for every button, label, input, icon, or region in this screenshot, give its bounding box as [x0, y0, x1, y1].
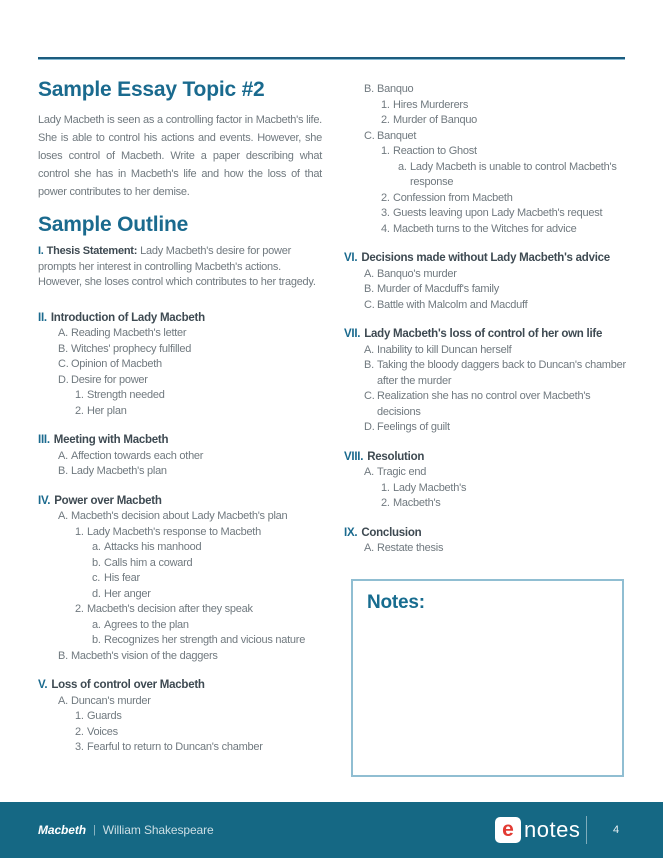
item-marker: 2.: [75, 404, 84, 417]
item-marker: A.: [58, 327, 68, 339]
item-text: Murder of Banquo: [393, 114, 478, 126]
item-text: Reaction to Ghost: [393, 145, 477, 157]
item-text: Fearful to return to Duncan's chamber: [87, 741, 263, 753]
section-numeral: III.: [38, 434, 50, 446]
outline-item: [344, 191, 626, 207]
notes-label: Notes:: [367, 592, 425, 613]
outline-item: [38, 694, 330, 710]
outline-item: [38, 649, 330, 665]
item-marker: b.: [92, 634, 101, 646]
thesis-label: Thesis Statement:: [46, 245, 138, 257]
section-heading: [344, 327, 626, 343]
outline-item: [344, 113, 626, 129]
item-text: Hires Murderers: [393, 98, 469, 111]
item-marker: d.: [92, 587, 101, 600]
outline-section-vii: [344, 327, 626, 436]
outline-item: [38, 556, 330, 572]
thesis-text: Lady Macbeth's desire for power prompts her interest in controlling Macbeth's actions. However, she loses control which contributes to her tragedy.: [38, 245, 316, 288]
item-text: Taking the bloody daggers back to Duncan's chamber after the murder: [377, 359, 626, 387]
item-marker: a.: [92, 541, 101, 553]
item-text: Guards: [87, 710, 122, 722]
item-marker: 2.: [381, 191, 390, 204]
outline-section-iv: [38, 494, 330, 665]
item-text: Opinion of Macbeth: [71, 358, 162, 370]
outline-item: [38, 525, 330, 541]
item-marker: C.: [364, 129, 375, 142]
item-marker: B.: [364, 359, 374, 371]
item-marker: A.: [58, 694, 68, 707]
outline-item: [344, 298, 626, 314]
outline-section-ii: [38, 311, 330, 420]
outline-item: [344, 98, 626, 114]
item-text: Macbeth's decision about Lady Macbeth's plan: [71, 510, 288, 522]
item-text: Her plan: [87, 404, 127, 417]
item-text: Her anger: [104, 587, 151, 600]
item-text: Strength needed: [87, 389, 165, 401]
outline-item: [38, 540, 330, 556]
essay-topic-text: Lady Macbeth is seen as a controlling factor in Macbeth's life. She is able to control his actions and events. However, she loses control of Macbeth. Write a paper describing what control she has in Macbeth's life and how the loss of that power contributes to her demise.: [38, 114, 322, 198]
item-marker: a.: [92, 618, 101, 631]
item-marker: 1.: [381, 145, 390, 157]
item-marker: A.: [58, 449, 68, 462]
outline-section-viii: [344, 450, 626, 512]
outline-heading: Sample Outline: [38, 213, 189, 236]
footer-divider: [586, 816, 587, 844]
item-text: Desire for power: [71, 373, 148, 386]
item-marker: c.: [92, 572, 101, 584]
outline-item: [344, 129, 626, 145]
item-text: Realization she has no control over Macbeth's decisions: [377, 390, 591, 418]
footer-author: William Shakespeare: [102, 823, 214, 837]
outline-item: [38, 602, 330, 618]
item-marker: A.: [364, 466, 374, 478]
outline-item: [38, 373, 330, 389]
outline-section-ix: [344, 526, 626, 557]
item-text: Guests leaving upon Lady Macbeth's request: [393, 207, 603, 219]
outline-item: [38, 357, 330, 373]
item-marker: 2.: [75, 725, 84, 738]
section-numeral: IX.: [344, 526, 358, 539]
item-marker: b.: [92, 556, 101, 569]
outline-item: [344, 282, 626, 298]
outline-section-iii: [38, 433, 330, 480]
item-marker: D.: [364, 421, 375, 433]
section-numeral: VII.: [344, 328, 361, 340]
section-heading: [38, 494, 330, 510]
item-text: Macbeth turns to the Witches for advice: [393, 222, 577, 235]
section-numeral: VIII.: [344, 450, 364, 463]
item-marker: A.: [364, 542, 374, 554]
outline-item: [38, 464, 330, 480]
item-marker: 2.: [381, 114, 390, 126]
item-text: Banquo: [377, 83, 414, 95]
notes-box: [351, 579, 624, 777]
item-text: Duncan's murder: [71, 694, 151, 707]
outline-item: [344, 82, 626, 98]
item-text: Recognizes her strength and vicious nature: [104, 634, 306, 646]
item-text: Macbeth's: [393, 497, 441, 509]
outline-item: [344, 496, 626, 512]
item-marker: B.: [58, 342, 68, 355]
section-heading: [344, 251, 626, 267]
section-numeral: VI.: [344, 252, 358, 264]
item-marker: 1.: [381, 481, 390, 494]
item-text: Attacks his manhood: [104, 541, 202, 553]
outline-item: [344, 465, 626, 481]
outline-section-v-continued: [344, 82, 626, 237]
item-marker: 1.: [75, 389, 84, 401]
outline-item: [38, 342, 330, 358]
item-marker: C.: [58, 358, 69, 370]
outline-item: [344, 222, 626, 238]
right-column: [344, 78, 626, 557]
item-text: Banquo's murder: [377, 267, 457, 280]
item-marker: 3.: [75, 741, 84, 753]
item-marker: 3.: [381, 207, 390, 219]
item-text: Inability to kill Duncan herself: [377, 343, 512, 356]
outline-item: [344, 343, 626, 359]
item-marker: B.: [58, 649, 68, 662]
essay-topic-heading: Sample Essay Topic #2: [38, 78, 265, 101]
item-marker: C.: [364, 390, 375, 402]
section-title: Meeting with Macbeth: [53, 434, 169, 446]
left-column: [38, 78, 330, 756]
item-text: Lady Macbeth is unable to control Macbeth's response: [410, 160, 617, 188]
outline-item: [38, 709, 330, 725]
section-heading: [344, 450, 626, 466]
outline-item: [344, 144, 626, 160]
outline-item: [38, 388, 330, 404]
outline-section-v: [38, 678, 330, 756]
section-numeral: II.: [38, 311, 47, 324]
outline-item: [344, 358, 626, 389]
outline-item: [344, 267, 626, 283]
outline-item: [38, 633, 330, 649]
section-title: Loss of control over Macbeth: [51, 679, 205, 691]
thesis-statement: [38, 244, 322, 291]
section-title: Resolution: [367, 450, 425, 463]
enotes-logo: [495, 817, 580, 843]
item-marker: D.: [58, 373, 69, 386]
enotes-e-icon: e: [495, 817, 521, 843]
outline-item: [344, 160, 626, 191]
outline-item: [38, 571, 330, 587]
outline-item: [344, 206, 626, 222]
section-title: Lady Macbeth's loss of control of her own life: [364, 328, 603, 340]
outline-item: [38, 740, 330, 756]
section-numeral: V.: [38, 679, 48, 691]
outline-item: [344, 481, 626, 497]
thesis-numeral: I.: [38, 245, 44, 257]
item-text: Lady Macbeth's response to Macbeth: [87, 525, 261, 538]
item-text: Witches' prophecy fulfilled: [71, 342, 192, 355]
footer-book-title: Macbeth: [38, 823, 86, 837]
outline-item: [344, 541, 626, 557]
enotes-logo-text: notes: [524, 817, 581, 842]
item-text: Affection towards each other: [71, 449, 204, 462]
item-marker: B.: [364, 283, 374, 295]
footer-bar: [0, 802, 663, 858]
outline-item: [38, 725, 330, 741]
item-text: Battle with Malcolm and Macduff: [377, 298, 528, 311]
outline-item: [38, 449, 330, 465]
section-heading: [344, 526, 626, 542]
item-marker: A.: [58, 510, 68, 522]
section-heading: [38, 311, 330, 327]
item-text: Reading Macbeth's letter: [71, 327, 187, 339]
item-text: Restate thesis: [377, 542, 444, 554]
outline-item: [38, 587, 330, 603]
item-marker: A.: [364, 267, 374, 280]
section-heading: [38, 433, 330, 449]
item-marker: 1.: [75, 710, 84, 722]
item-marker: a.: [398, 160, 407, 173]
outline-item: [38, 326, 330, 342]
item-text: Banquet: [377, 129, 417, 142]
section-numeral: IV.: [38, 494, 51, 507]
item-text: Confession from Macbeth: [393, 191, 513, 204]
item-marker: 1.: [381, 98, 390, 111]
item-text: Macbeth's vision of the daggers: [71, 649, 218, 662]
item-text: Calls him a coward: [104, 556, 193, 569]
outline-item: [38, 404, 330, 420]
footer-separator: |: [92, 824, 96, 836]
item-marker: 4.: [381, 222, 390, 235]
section-title: Decisions made without Lady Macbeth's advice: [361, 252, 610, 264]
section-title: Introduction of Lady Macbeth: [50, 311, 205, 324]
outline-item: [38, 509, 330, 525]
footer-book-info: [38, 823, 214, 837]
item-text: Feelings of guilt: [377, 421, 450, 433]
outline-item: [344, 420, 626, 436]
item-marker: 1.: [75, 525, 84, 538]
page-number: 4: [612, 824, 620, 836]
item-text: Lady Macbeth's plan: [71, 465, 167, 477]
section-heading: [38, 678, 330, 694]
section-title: Power over Macbeth: [54, 494, 162, 507]
item-marker: B.: [58, 465, 68, 477]
item-marker: C.: [364, 298, 375, 311]
item-text: Murder of Macduff's family: [377, 283, 499, 295]
outline-item: [38, 618, 330, 634]
outline-item: [344, 389, 626, 420]
item-marker: 2.: [75, 603, 84, 615]
item-text: Tragic end: [377, 466, 427, 478]
section-title: Conclusion: [361, 526, 422, 539]
item-text: Agrees to the plan: [104, 618, 189, 631]
item-text: His fear: [104, 572, 140, 584]
item-text: Voices: [87, 725, 118, 738]
item-text: Macbeth's decision after they speak: [87, 603, 253, 615]
item-marker: A.: [364, 343, 374, 356]
item-text: Lady Macbeth's: [393, 481, 467, 494]
item-marker: 2.: [381, 497, 390, 509]
item-marker: B.: [364, 83, 374, 95]
outline-section-vi: [344, 251, 626, 313]
header-rule: [38, 57, 625, 60]
